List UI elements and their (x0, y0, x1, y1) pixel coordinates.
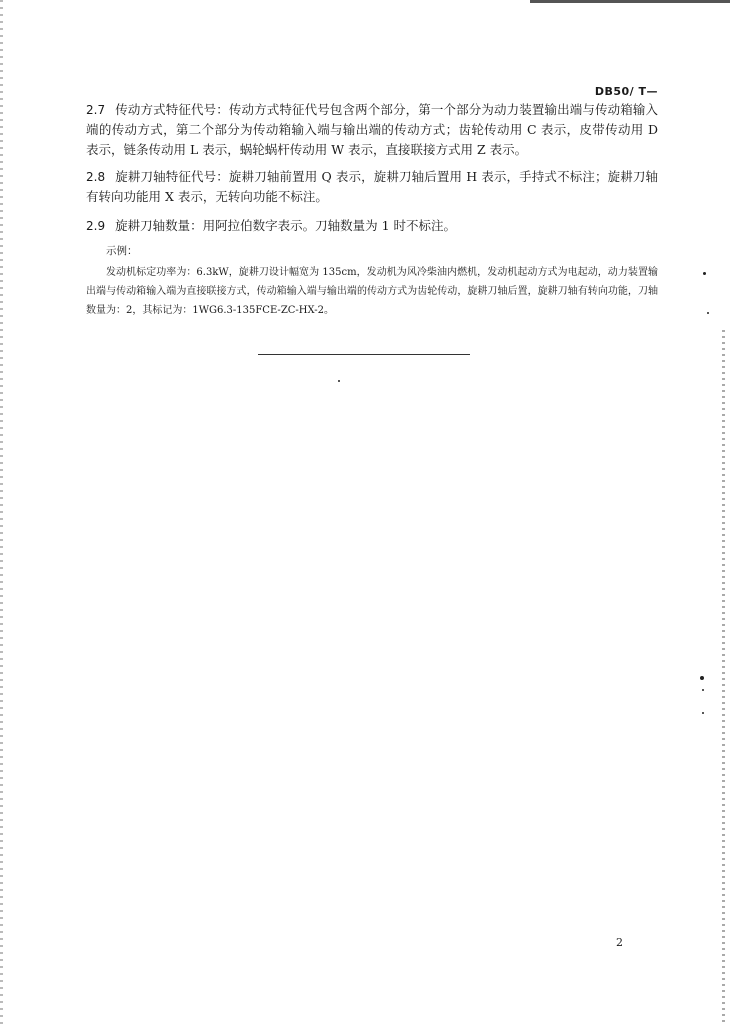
scan-speck (703, 272, 706, 275)
clause-text: 旋耕刀轴特征代号：旋耕刀轴前置用 Q 表示，旋耕刀轴后置用 H 表示，手持式不标注；旋耕刀轴有转向功能用 X 表示，无转向功能不标注。 (86, 169, 658, 204)
scan-speck (700, 676, 704, 680)
scan-speck (338, 380, 340, 382)
clause-2-8 (86, 167, 658, 207)
scan-border-line (530, 0, 730, 3)
scan-speck (702, 712, 704, 714)
scan-right-edge (722, 330, 725, 1024)
example-text: 发动机标定功率为：6.3kW，旋耕刀设计幅宽为 135cm，发动机为风冷柴油内燃机，发动机起动方式为电起动，动力装置输出端与传动箱输入端为直接联接方式，传动箱输入端与输出端的传动方式为齿轮传动，旋耕刀轴后置，旋耕刀轴有转向功能，刀轴数量为：2，其标记为：1WG6.3-135FCE-ZC-HX-2。 (86, 267, 658, 316)
scan-speck (707, 312, 709, 314)
example-heading: 示例： (106, 245, 138, 257)
clause-text: 旋耕刀轴数量：用阿拉伯数字表示。刀轴数量为 1 时不标注。 (115, 218, 456, 233)
scan-speck (702, 689, 704, 691)
clause-2-9 (86, 216, 658, 236)
page-number: 2 (616, 936, 623, 949)
clause-number: 2.8 (86, 170, 106, 184)
standard-code: DB50/ T— (594, 85, 658, 98)
end-of-document-rule (258, 354, 470, 355)
clause-2-7 (86, 100, 658, 160)
clause-number: 2.7 (86, 103, 106, 117)
scan-left-edge (0, 0, 3, 1024)
clause-number: 2.9 (86, 219, 106, 233)
clause-text: 传动方式特征代号：传动方式特征代号包含两个部分，第一个部分为动力装置输出端与传动箱输入端的传动方式，第二个部分为传动箱输入端与输出端的传动方式；齿轮传动用 C 表示，皮带传动用 D 表示，链条传动用 L 表示，蜗轮蜗杆传动用 W 表示，直接联接方式用 Z 表示。 (86, 102, 658, 157)
